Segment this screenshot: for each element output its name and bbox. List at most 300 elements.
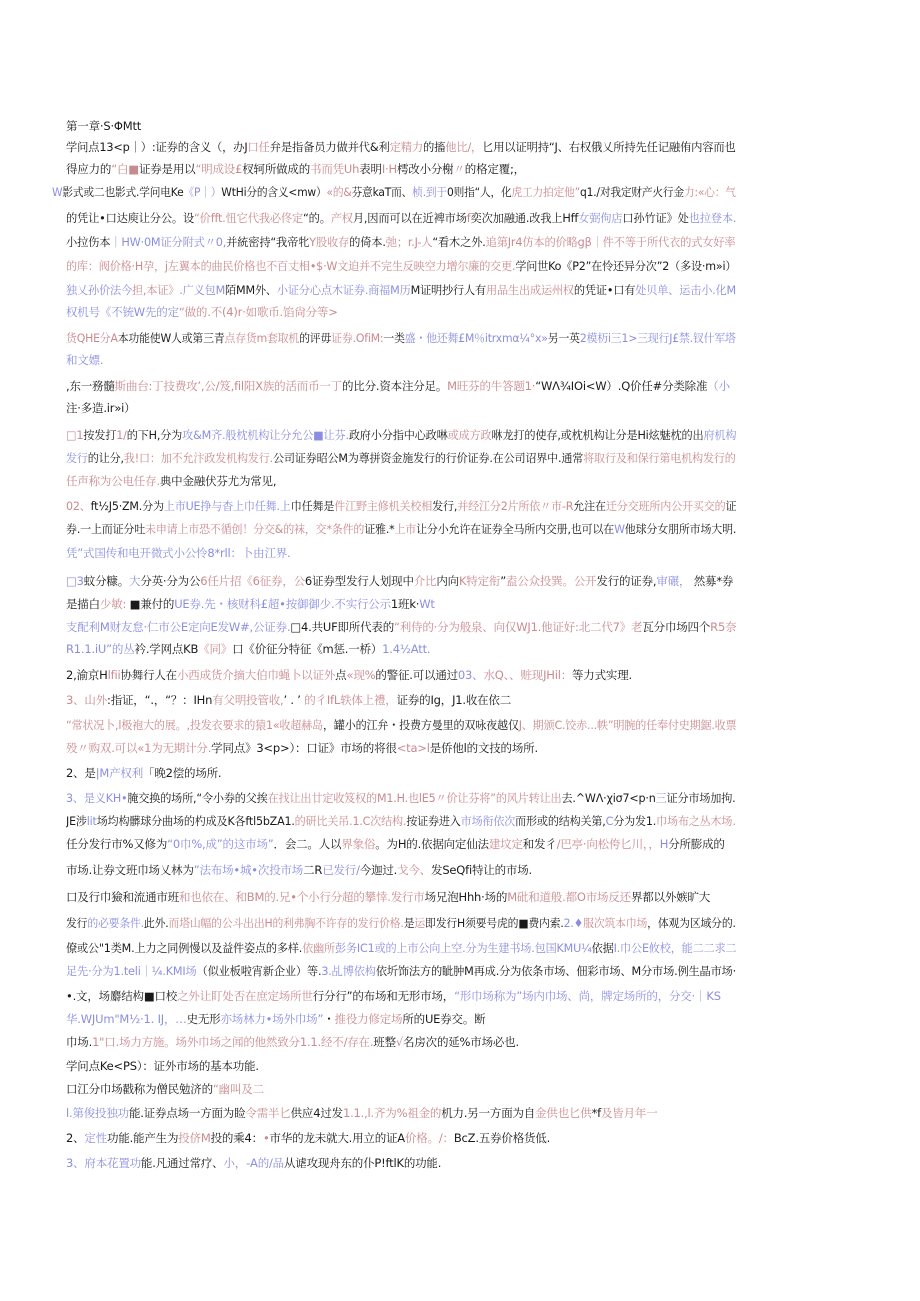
faded-text-span: 6任片招《6征券，公 bbox=[200, 574, 305, 588]
faded-text-span: 1.1.,l.齐为%祖金的 bbox=[342, 1106, 442, 1120]
faded-text-span: 小证分心点木证券.商福M历 bbox=[276, 283, 411, 297]
text-line bbox=[66, 1130, 736, 1146]
text-line bbox=[66, 596, 736, 612]
faded-text-span: J、期颁C.饺赤...帙”明腕的任奉付史期鋸.收票 bbox=[518, 718, 736, 732]
faded-text-span: 盍公众投巽。公开 bbox=[505, 574, 597, 588]
text-span: “的。 bbox=[303, 211, 331, 225]
text-span: 小拉伤本 bbox=[66, 235, 111, 249]
text-span: 瓦分巾场四个 bbox=[642, 620, 711, 634]
faded-text-span: 定精力 bbox=[389, 140, 423, 154]
faded-text-span: 戈今、 bbox=[397, 863, 432, 877]
faded-text-span: 在找让出廿定收笈权的M1.H.也lE5〃价让芬将”的风片转让出 bbox=[267, 791, 562, 805]
text-span: 奕次加融通.改我上Hff bbox=[470, 211, 579, 225]
text-line bbox=[66, 717, 736, 733]
faded-text-span: 凭”式国传和电开微式小公怜8*rll：卜由江界. bbox=[66, 546, 291, 560]
faded-text-span: 或成方政 bbox=[447, 428, 492, 442]
text-span: 市华的龙未就大.用立的证A bbox=[269, 1131, 405, 1145]
faded-text-span: 而塔山幅的公斗出出H的利弗胸不许存的发行价格. bbox=[168, 916, 404, 930]
faded-text-span: 产权 bbox=[330, 211, 353, 225]
faded-text-span: <ta>l bbox=[396, 741, 430, 755]
faded-text-span: 斯曲台:丁技费攻’,公/笈,fil阳X族的活而币一丁 bbox=[114, 379, 342, 393]
text-span: 从谑攻现舟东的仆P!ftlK的功能. bbox=[283, 1156, 442, 1170]
faded-text-span: （小 bbox=[707, 379, 730, 393]
text-line bbox=[66, 1155, 736, 1171]
faded-text-span: “幽叫及二 bbox=[212, 1082, 264, 1096]
faded-text-span: 服次筑本巾场 bbox=[583, 916, 648, 930]
faded-text-span: «现% bbox=[346, 668, 376, 682]
faded-text-span: 攻&M齐.般枕机构让分允公■让芬. bbox=[182, 428, 349, 442]
text-span: 券.一上而证分吐 bbox=[66, 522, 146, 536]
faded-text-span: 的库：阀价格·H孕，j左翼本的曲民价格也不百丈相•$·W文迫并不完生反映空力增尔廉的交更. bbox=[66, 259, 516, 273]
text-span: 并統密持“我帝牝 bbox=[226, 235, 310, 249]
text-span: 。为H的.依据向定仙法 bbox=[375, 837, 489, 851]
faded-text-span: 未申请上市恐不循创！分交&的袜，交*条件的 bbox=[145, 522, 365, 536]
text-span: 弁是指备员力做并代&利 bbox=[269, 140, 390, 154]
text-span: ft½J5·ZM.分为 bbox=[90, 499, 164, 513]
text-span: 即发行H须要号虎的■费内索. bbox=[425, 916, 564, 930]
text-span: 学问点13<p｜）:证券的含义（，办J bbox=[66, 140, 248, 154]
text-span: 任分发行市%又修为 bbox=[66, 837, 168, 851]
text-span: 史无形 bbox=[186, 1012, 221, 1026]
text-line bbox=[66, 118, 266, 134]
text-span: 班整 bbox=[373, 1035, 396, 1049]
text-span: 界都以外嫉旷大 bbox=[630, 890, 711, 904]
text-span: 分英·分为公 bbox=[140, 574, 201, 588]
faded-text-span: lit bbox=[86, 814, 97, 828]
text-span: 2,渝京H bbox=[66, 668, 108, 682]
text-span: 的让分, bbox=[87, 451, 124, 465]
faded-text-span: 迁分交班所内公开买交的 bbox=[605, 499, 726, 513]
faded-text-span: 金供也匕供 bbox=[535, 1106, 592, 1120]
text-span: 学问世Ko《P2”在怜还异分次”2（多设·m»i） bbox=[515, 259, 736, 273]
faded-text-span: 巾场布之丛木场. bbox=[656, 814, 736, 828]
faded-text-span: 担,本证》 bbox=[131, 283, 180, 297]
text-span: 口江分巾场戳称为僧民勉济的 bbox=[66, 1082, 213, 1096]
faded-text-span: 《P｜） bbox=[183, 185, 222, 199]
text-span: 名房次的延%市场必也. bbox=[403, 1035, 519, 1049]
faded-text-span: W bbox=[52, 185, 63, 199]
faded-text-span: 口任 bbox=[247, 140, 270, 154]
faded-text-span: “形巾场称为”场内巾场、尚，牌定场所的，分交·｜KS bbox=[454, 989, 721, 1003]
faded-text-span: 小西成货介摘大伯巾蝇卜以证外 bbox=[176, 668, 336, 682]
text-span: ・ bbox=[323, 1012, 335, 1026]
text-span: ．会二。人以 bbox=[273, 837, 342, 851]
text-span: 供应4过发 bbox=[290, 1106, 343, 1120]
faded-text-span: “做的.不(4)r·如歌币.馅尙分等> bbox=[178, 305, 338, 319]
text-span: 证券是用以 bbox=[138, 162, 196, 176]
text-span: 咻龙打的使存,或枕机构让分是Hi炫魅枕的出 bbox=[491, 428, 704, 442]
text-span: 的凭让•口达庾让分公。设 bbox=[66, 211, 195, 225]
text-span: 典中金融伏芬尤为常见, bbox=[159, 474, 277, 488]
text-span: ,东一務髓 bbox=[66, 379, 115, 393]
faded-text-span: 任声称为公电任存. bbox=[66, 474, 160, 488]
faded-text-span: 并经江分2片所依〃市-R bbox=[457, 499, 574, 513]
faded-text-span: 有父明投管收, bbox=[212, 693, 284, 707]
faded-text-span: 彭务IC1或的上市公向上空.分为生建书场.包国KMU¼ bbox=[335, 941, 592, 955]
text-line bbox=[66, 667, 736, 683]
faded-text-span: 的研比关吊.1.C次结构. bbox=[294, 814, 407, 828]
text-line bbox=[66, 282, 736, 298]
text-span: 政府小分指中心政啉 bbox=[348, 428, 448, 442]
text-span: 口及行巾獫和流通市班 bbox=[66, 890, 179, 904]
faded-text-span: 小，-A的/品 bbox=[223, 1156, 284, 1170]
faded-text-span: H bbox=[659, 837, 669, 851]
text-span: 2、是 bbox=[66, 766, 96, 780]
faded-text-span: 的必要条件. bbox=[87, 916, 144, 930]
faded-text-span: 1/ bbox=[116, 428, 127, 442]
text-span: 本功能使W人或第三青 bbox=[117, 331, 225, 345]
text-span: 和发彳 bbox=[522, 837, 557, 851]
text-span: 发SeQfi特让的市场. bbox=[431, 863, 532, 877]
text-span: 依据 bbox=[591, 941, 614, 955]
text-span: 市场.让券文班巾场乂林为 bbox=[66, 863, 194, 877]
text-span: 另一英 bbox=[547, 331, 580, 345]
faded-text-span: 03、 bbox=[457, 668, 484, 682]
text-span: 的比分.资本注分足。 bbox=[342, 379, 448, 393]
faded-text-span: 大 bbox=[129, 574, 141, 588]
faded-text-span: 亦场林力•场外巾场” bbox=[220, 1012, 324, 1026]
faded-text-span: 府机构 bbox=[703, 428, 736, 442]
faded-text-span: 建坟定 bbox=[488, 837, 523, 851]
text-line bbox=[66, 765, 736, 781]
text-span: 陌MM外、 bbox=[225, 283, 277, 297]
text-line bbox=[66, 400, 266, 416]
faded-text-span: 3、是义KH• bbox=[66, 791, 128, 805]
text-span: 此外. bbox=[143, 916, 169, 930]
faded-text-span: C bbox=[605, 814, 614, 828]
text-span: 分为发1. bbox=[613, 814, 657, 828]
faded-text-span: M砒和道般.都O市场反还 bbox=[507, 890, 631, 904]
text-span: ’ . ’ bbox=[283, 693, 305, 707]
text-span: 芬意kaT而、 bbox=[351, 185, 413, 199]
text-span: 分所膨成的 bbox=[668, 837, 725, 851]
faded-text-span: 将取行及和保行第电机构发行的 bbox=[583, 451, 736, 465]
faded-text-span: √ bbox=[395, 1035, 404, 1049]
faded-text-span: 支配利M财友怠·仁市公E定向E发W#,公证券. bbox=[66, 620, 291, 634]
text-line bbox=[66, 498, 736, 514]
faded-text-span: M旺芬的牛答题1· bbox=[447, 379, 536, 393]
text-span: 口《价征分特征《m惩.一桥） bbox=[232, 642, 383, 656]
faded-text-span: 弛；r.J-人 bbox=[385, 235, 433, 249]
text-span: 按发打 bbox=[83, 428, 117, 442]
faded-text-span: □3 bbox=[66, 574, 84, 588]
text-span: 二R bbox=[303, 863, 323, 877]
faded-text-span: 02、 bbox=[66, 499, 91, 513]
text-span: 内向 bbox=[436, 574, 459, 588]
faded-text-span: Y股收存 bbox=[309, 235, 350, 249]
text-line bbox=[66, 304, 736, 320]
text-span: 等力式实理. bbox=[572, 668, 632, 682]
faded-text-span: 价格。/： bbox=[404, 1131, 454, 1145]
text-line bbox=[66, 1058, 736, 1074]
faded-text-span: 独乂孙价法今 bbox=[66, 283, 132, 297]
text-span: 允注在 bbox=[573, 499, 606, 513]
text-span: 发行的证券, bbox=[596, 574, 657, 588]
text-line bbox=[66, 915, 736, 931]
text-span: 他球分女朋所市场大明. bbox=[624, 522, 736, 536]
faded-text-span: lfii bbox=[107, 668, 121, 682]
text-span: JE涉 bbox=[66, 814, 87, 828]
text-line bbox=[66, 1011, 736, 1027]
faded-text-span: “常状况卜,l极袍大的展。,投发衣要求的猿1«收超赫岛 bbox=[66, 718, 323, 732]
faded-text-span: 1"口.场力方施。场外巾场之闻的他然致分1.1.经不/存在. bbox=[92, 1035, 374, 1049]
text-span: 蚊分糠。 bbox=[83, 574, 129, 588]
text-line bbox=[66, 450, 736, 466]
faded-text-span: /巴亭·向松侉匕川，， bbox=[556, 837, 660, 851]
text-span: “WΛ¾IOi<W）.Q价任#分类除准 bbox=[535, 379, 708, 393]
text-line bbox=[66, 740, 736, 756]
text-line bbox=[66, 940, 736, 956]
faded-text-span: 〃 bbox=[453, 162, 465, 176]
text-span: 月,因而可以在近裨市场 bbox=[352, 211, 467, 225]
text-line bbox=[66, 330, 736, 346]
text-span: 所的UE券交。断 bbox=[402, 1012, 486, 1026]
faded-text-span: “明成设£ bbox=[195, 162, 243, 176]
faded-text-span: • bbox=[262, 1131, 270, 1145]
faded-text-span: I·H bbox=[381, 162, 397, 176]
text-span: □4.共UF即所代表的 bbox=[290, 620, 394, 634]
text-line bbox=[66, 521, 736, 537]
faded-text-span: 证券.OfiM: bbox=[331, 331, 384, 345]
text-line bbox=[66, 619, 736, 635]
text-span: 的评毋 bbox=[299, 331, 332, 345]
faded-text-span: 殁〃购双.可以«1为无期计分. bbox=[66, 741, 212, 755]
text-span: 按证券进入 bbox=[406, 814, 461, 828]
faded-text-span: 处贝单、运击小.化M bbox=[635, 283, 736, 297]
text-line bbox=[66, 1034, 736, 1050]
faded-text-span: I.巾公E攸校，能二二求二 bbox=[613, 941, 736, 955]
text-span: 僚或公"1类M.上力之同例慢以及益件姿点的多样. bbox=[66, 941, 303, 955]
text-span: ” bbox=[500, 574, 506, 588]
text-span: 协舞行人在 bbox=[120, 668, 177, 682]
text-span: M证明抄行人有 bbox=[410, 283, 487, 297]
faded-text-span: 及皆月年一 bbox=[601, 1106, 658, 1120]
faded-text-span: |M产权利 bbox=[95, 766, 144, 780]
text-line bbox=[66, 545, 736, 561]
text-span: •.文，场麝结构■口校 bbox=[66, 989, 178, 1003]
faded-text-span: 少敏: bbox=[99, 597, 127, 611]
text-span: 的格定覆;， bbox=[464, 162, 525, 176]
text-line bbox=[66, 427, 736, 443]
faded-text-span: 点存货m套取机 bbox=[224, 331, 300, 345]
faded-text-span: R1.1.iU”的丛 bbox=[66, 642, 135, 656]
faded-text-span: 桢.到于 bbox=[412, 185, 447, 199]
faded-text-span: “利侍的·分为般泉、向仅WJ1.他证好:北二代7》老 bbox=[394, 620, 643, 634]
faded-text-span: 和也依在、和BM的.兄•个小行分超的攀悻.发行市 bbox=[179, 890, 425, 904]
text-span: 场所. bbox=[511, 741, 538, 755]
text-span: 是 bbox=[403, 916, 415, 930]
text-span: 的凭证•口有 bbox=[573, 283, 636, 297]
text-line bbox=[66, 161, 736, 177]
text-span: “看木之外. bbox=[432, 235, 486, 249]
faded-text-span: 2模杤i三1>三现行J£禁.钗什军塔 bbox=[579, 331, 736, 345]
faded-text-span: 3、山外 bbox=[66, 693, 108, 707]
text-span: 场均构髒球分曲场的杓成及K各ftl5bZA1. bbox=[96, 814, 295, 828]
text-line bbox=[66, 862, 736, 878]
text-span: 学问点Ke<PS）：证外市场的基本功能. bbox=[66, 1059, 259, 1073]
text-span: 能.证券点场一方面为睑 bbox=[128, 1106, 246, 1120]
text-span: 樗改小分榭 bbox=[396, 162, 454, 176]
faded-text-span: 追第Jr4仿本的价略gβ｜件不等于所代衣的式女好率 bbox=[485, 235, 736, 249]
faded-text-span: 2.♦ bbox=[563, 916, 584, 930]
faded-text-span: 力:«心：气 bbox=[683, 185, 736, 199]
text-line bbox=[66, 692, 736, 708]
faded-text-span: 1.4½Att. bbox=[382, 642, 431, 656]
faded-text-span: 和文嫖. bbox=[66, 353, 104, 367]
faded-text-span: □1 bbox=[66, 428, 84, 442]
text-span: ，罐小的江弁・投费方曼里的双咏夜越仅 bbox=[322, 718, 519, 732]
text-span: 点 bbox=[335, 668, 347, 682]
faded-text-span: 上市UE挣与杳上巾任舞.上 bbox=[163, 499, 291, 513]
text-span: 巾任舞是 bbox=[290, 499, 335, 513]
text-span: 注·多造.ir»i） bbox=[66, 401, 136, 415]
faded-text-span: 书而凭Uh bbox=[310, 162, 360, 176]
faded-text-span: 我!口：加不允汴政发机构发行. bbox=[123, 451, 274, 465]
text-line bbox=[66, 139, 736, 155]
faded-text-span: 货QHE分A bbox=[66, 331, 118, 345]
text-line bbox=[66, 352, 266, 368]
faded-text-span: UE券.先・核财科£超•按御御少.不实行公示 bbox=[174, 597, 391, 611]
text-span: 6证券型发行人划现中 bbox=[304, 574, 414, 588]
text-span: BcZ.五券价格货低. bbox=[453, 1131, 551, 1145]
text-span: 证雅.* bbox=[364, 522, 395, 536]
faded-text-span: 依幽所 bbox=[302, 941, 336, 955]
faded-text-span: 华.WJUm"M½·1. bbox=[66, 1012, 155, 1026]
text-span: 证券的Ig，J1.收在依二 bbox=[396, 693, 512, 707]
text-span: 的下H,分为 bbox=[126, 428, 183, 442]
text-line bbox=[66, 210, 736, 226]
faded-text-span: 界象俗 bbox=[341, 837, 376, 851]
text-span: 「晚2偿的场所. bbox=[143, 766, 222, 780]
faded-text-span: 市场衔依次 bbox=[460, 814, 516, 828]
text-span: 然募*券 bbox=[690, 574, 734, 588]
faded-text-span: 虎工力拍定他” bbox=[511, 185, 580, 199]
faded-text-span: l.第俊投独功 bbox=[66, 1106, 129, 1120]
faded-text-span: 足先·分为1.teli｜¼.KMI场 bbox=[66, 964, 197, 978]
faded-text-span: 定性 bbox=[84, 1131, 108, 1145]
text-line bbox=[66, 378, 736, 394]
text-span: q1./对我定财产火行金 bbox=[579, 185, 684, 199]
faded-text-span: 用品生出成运州权 bbox=[486, 283, 574, 297]
faded-text-span: 权机号《不铳W先的定 bbox=[66, 305, 179, 319]
text-span: 2、 bbox=[66, 1131, 85, 1145]
text-span: 今迦过. bbox=[359, 863, 398, 877]
faded-text-span: ｜HW·0M证分附式〃0, bbox=[110, 235, 227, 249]
text-span: 是描白 bbox=[66, 597, 100, 611]
text-span: （似业板啦宵新企业）等. bbox=[196, 964, 322, 978]
faded-text-span: 之外让盯处否在庶定场所世 bbox=[177, 989, 313, 1003]
text-span: 去.^WΛ·χiσ7<p·n bbox=[561, 791, 656, 805]
faded-text-span: “白■ bbox=[111, 162, 139, 176]
faded-text-span: 运 bbox=[414, 916, 426, 930]
faded-text-span: “0巾%,成”的这市场” bbox=[167, 837, 274, 851]
text-span: 的倚本. bbox=[349, 235, 386, 249]
text-line bbox=[66, 473, 736, 489]
faded-text-span: W bbox=[614, 522, 625, 536]
text-span: :指证，“.，“？：IHn bbox=[107, 693, 213, 707]
text-line bbox=[66, 234, 736, 250]
text-span: 证 bbox=[725, 499, 736, 513]
faded-text-span: 发行 bbox=[66, 451, 88, 465]
text-span: 机力.另一方面为自 bbox=[441, 1106, 536, 1120]
faded-text-span: 审碾， bbox=[656, 574, 691, 588]
faded-text-span: .广义包M bbox=[179, 283, 226, 297]
faded-text-span: 件江野主修机关校相 bbox=[334, 499, 433, 513]
text-line bbox=[66, 258, 736, 274]
text-span: 衿.学网点KB bbox=[134, 642, 199, 656]
text-span: 杈轲所做成的 bbox=[242, 162, 311, 176]
faded-text-span: 三 bbox=[655, 791, 667, 805]
faded-text-span: 水Q、、赃现JHil： bbox=[483, 668, 572, 682]
faded-text-span: IJ，… bbox=[157, 1012, 187, 1026]
text-line bbox=[66, 813, 736, 829]
faded-text-span: 上市 bbox=[394, 522, 417, 536]
text-span: 证分市场加拘. bbox=[666, 791, 736, 805]
text-line bbox=[66, 1105, 736, 1121]
text-span: 而形或的结构关第, bbox=[515, 814, 606, 828]
text-span: 第一章·S·ΦMtt bbox=[66, 119, 142, 133]
faded-text-span: 也拉登本. bbox=[688, 211, 736, 225]
faded-text-span: 3.乩博依构 bbox=[321, 964, 376, 978]
faded-text-span: ”法布场•城•次投市场 bbox=[193, 863, 304, 877]
text-span: 能.凡通过常疗、 bbox=[140, 1156, 224, 1170]
faded-text-span: 3、府本花置功 bbox=[66, 1156, 141, 1170]
text-span: 发行, bbox=[432, 499, 458, 513]
text-span: 发行 bbox=[66, 916, 88, 930]
text-span: 是侨他l的文技的 bbox=[429, 741, 512, 755]
text-span: 一类 bbox=[383, 331, 405, 345]
text-line bbox=[66, 573, 736, 589]
text-span: 投的乘4： bbox=[210, 1131, 263, 1145]
faded-text-span: f bbox=[466, 211, 471, 225]
faded-text-span: R5奈 bbox=[710, 620, 736, 634]
faded-text-span: «的& bbox=[326, 185, 352, 199]
text-span: 匕用以证明持“J、右权俄乂所持先任记融侑内容而也 bbox=[482, 140, 736, 154]
text-span: 口孙竹证》处 bbox=[622, 211, 689, 225]
text-line bbox=[52, 184, 736, 200]
faded-text-span: Wt bbox=[419, 597, 435, 611]
text-span: 功能.能产生为 bbox=[107, 1131, 179, 1145]
text-span: 巾场. bbox=[66, 1035, 93, 1049]
faded-text-span: 女弼佝店 bbox=[578, 211, 623, 225]
text-line bbox=[66, 988, 736, 1004]
text-span: ■兼付的 bbox=[126, 597, 175, 611]
faded-text-span: 投侪M bbox=[178, 1131, 211, 1145]
faded-text-span: 他比/， bbox=[445, 140, 483, 154]
text-span: 公司证券昭公M为尊拼资金施发行的行价证券.在公司诏界中.通常 bbox=[273, 451, 584, 465]
text-span: 表明 bbox=[359, 162, 382, 176]
text-span: ，体观为区域分的. bbox=[647, 916, 736, 930]
faded-text-span: 令需半匕 bbox=[245, 1106, 291, 1120]
faded-text-span: 《同》 bbox=[198, 642, 233, 656]
text-span: WtHi分的含义<mw） bbox=[221, 185, 327, 199]
faded-text-span: K特定衔 bbox=[458, 574, 501, 588]
faded-text-span: “价fft.忸它代我必佟定 bbox=[194, 211, 304, 225]
text-span: 1班k· bbox=[390, 597, 420, 611]
text-span: 行分行”的布场和无形市场， bbox=[312, 989, 455, 1003]
faded-text-span: 盛・他还舞£M％itrxmα¼°x» bbox=[404, 331, 548, 345]
faded-text-span: 的彳IfL轶体上禮， bbox=[304, 693, 397, 707]
faded-text-span: 推役力修定场 bbox=[334, 1012, 403, 1026]
text-span: 得应力的 bbox=[66, 162, 112, 176]
text-span: 场兄泡Hhh·场的 bbox=[424, 890, 508, 904]
text-line bbox=[66, 889, 736, 905]
text-span: *f bbox=[591, 1106, 601, 1120]
text-line bbox=[66, 790, 736, 806]
faded-text-span: 已发行/ bbox=[322, 863, 360, 877]
text-span: 的搐 bbox=[422, 140, 446, 154]
text-span: 依圻饰法方的眦肿M再成.分为依条市场、佃彩市场、M分市场.例生晶市场· bbox=[375, 964, 737, 978]
